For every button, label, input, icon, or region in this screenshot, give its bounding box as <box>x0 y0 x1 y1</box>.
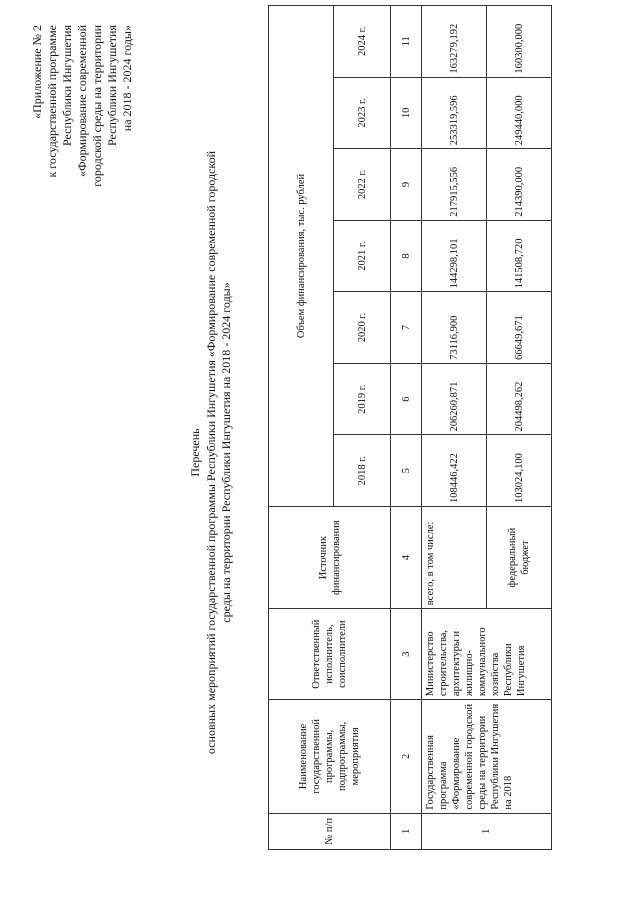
header-year: 2019 г. <box>334 363 391 435</box>
value-cell: 206260,871 <box>422 363 487 435</box>
appendix-line: к государственной программе <box>45 25 59 178</box>
value-cell: 214390,000 <box>487 149 552 221</box>
column-number: 2 <box>391 700 422 814</box>
appendix-note <box>30 25 135 245</box>
value-cell: 253319,596 <box>422 77 487 149</box>
header-executor: Ответственный исполнитель, соисполнители <box>269 609 391 700</box>
column-number: 3 <box>391 609 422 700</box>
value-cell: 108446,422 <box>422 435 487 507</box>
page-subtitle-line-1: основных мероприятий государственной программы Республики Ингушетия «Формирование современной городской <box>204 150 218 755</box>
header-year: 2024 г. <box>334 6 391 78</box>
table-row-total <box>422 6 487 850</box>
header-year: 2021 г. <box>334 220 391 292</box>
appendix-line: на 2018 - 2024 годы» <box>120 25 134 132</box>
measures-table <box>268 5 552 850</box>
header-year: 2018 г. <box>334 435 391 507</box>
value-cell: 73116,900 <box>422 292 487 364</box>
column-numbers-row <box>391 6 422 850</box>
value-cell: 217915,556 <box>422 149 487 221</box>
column-number: 1 <box>391 813 422 849</box>
header-year: 2020 г. <box>334 292 391 364</box>
page-title: Перечень <box>188 428 202 477</box>
row-program-name: Государственная программа «Формирование современной городской среды на территории Республики Ингушетия на 2018 <box>422 700 552 814</box>
appendix-line: Республики Ингушетия <box>105 25 119 146</box>
header-num: № п/п <box>269 813 391 849</box>
column-number: 8 <box>391 220 422 292</box>
column-number: 7 <box>391 292 422 364</box>
value-cell: 163279,192 <box>422 6 487 78</box>
header-year: 2023 г. <box>334 77 391 149</box>
value-cell: 66649,671 <box>487 292 552 364</box>
page-subtitle-line-2: среды на территории Республики Ингушетия на 2018 - 2024 годы» <box>219 282 233 623</box>
appendix-line: городской среды на территории <box>90 25 104 187</box>
value-cell: 141508,720 <box>487 220 552 292</box>
column-number: 11 <box>391 6 422 78</box>
appendix-line: «Формирование современной <box>75 25 89 177</box>
column-number: 10 <box>391 77 422 149</box>
appendix-line: Республики Ингушетия <box>60 25 74 146</box>
header-source: Источник финансирования <box>269 507 391 609</box>
header-name: Наименование государственной программы, подпрограммы, мероприятия <box>269 700 391 814</box>
value-cell: 160300,000 <box>487 6 552 78</box>
row-executor: Министерство строительства, архитектуры и жилищно-коммунального хозяйства Республики Ингушетия <box>422 609 552 700</box>
row-num: 1 <box>422 813 552 849</box>
column-number: 6 <box>391 363 422 435</box>
value-cell: 103024,100 <box>487 435 552 507</box>
value-cell: 249440,000 <box>487 77 552 149</box>
value-cell: 204498,262 <box>487 363 552 435</box>
column-number: 4 <box>391 507 422 609</box>
header-year: 2022 г. <box>334 149 391 221</box>
value-cell: 144298,101 <box>422 220 487 292</box>
header-row-top <box>269 6 334 850</box>
source-total-label: всего, в том числе: <box>422 507 487 609</box>
appendix-line: «Приложение № 2 <box>30 25 44 119</box>
header-volume: Объем финансирования, тыс. рублей <box>269 6 334 507</box>
source-federal-label: федеральный бюджет <box>487 507 552 609</box>
column-number: 5 <box>391 435 422 507</box>
column-number: 9 <box>391 149 422 221</box>
